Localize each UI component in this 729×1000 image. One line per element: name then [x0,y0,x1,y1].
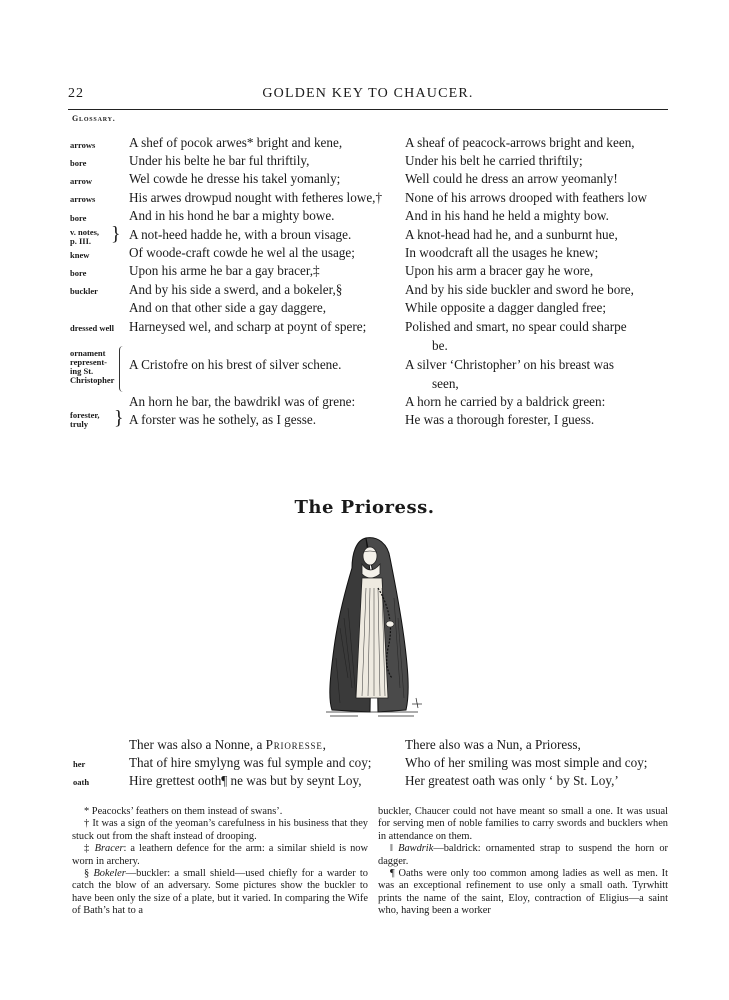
gloss-forester: forester, [70,410,100,420]
original-line: Wel cowde he dresse his takel yomanly; [129,171,341,186]
prioress-illustration [318,528,430,720]
modern-line: Well could he dress an arrow yeomanly! [405,171,618,186]
gloss-oath: oath [73,777,90,787]
gloss-arrow: arrow [70,176,93,186]
footnote-text: —baldrick: ornamented strap to suspend the horn or dagger. [378,843,668,867]
page-number: 22 [68,86,84,101]
section-title: The Prioress. [294,497,435,518]
prioress-original-text: Ther was also a Nonne, a [129,737,266,752]
modern-line: While opposite a dagger dangled free; [405,300,607,315]
gloss-bore: bore [70,158,87,168]
footnote [378,843,668,868]
original-line: A Cristofre on his brest of silver schene. [129,357,342,372]
gloss-truly: truly [70,419,88,429]
original-line: A not-heed hadde he, with a broun visage. [129,227,352,242]
gloss-her: her [73,759,86,769]
gloss-ornament: ornament [70,348,106,358]
footnote-text: —buckler: a small shield—used chiefly for a warder to catch the blow of an adversary. Some pictures show the buckler to have been only the size of a plate, but it varied. In comparing the Wife of Bath’s hat to a [72,868,368,917]
modern-line: Under his belt he carried thriftily; [405,153,583,168]
footnote: † It was a sign of the yeoman’s carefulness in his business that they stuck out from the shaft instead of drooping. [72,818,368,842]
original-line: A shef of pocok arwes* bright and kene, [129,135,343,150]
glossary-heading: Glossary. [72,114,116,123]
modern-line: A sheaf of peacock-arrows bright and keen, [405,135,635,150]
modern-line: And in his hand he held a mighty bow. [405,208,609,223]
original-line: A forster was he sothely, as I gesse. [129,412,317,427]
footnote [72,868,368,918]
prioress-original-line [129,737,327,753]
footnote: ¶ Oaths were only too common among ladies as well as men. It was an exceptional refinement to use only a small oath. Tyrwhitt prints the name of the saint, Eloy, contraction of Eligius—a saint who, having been a worker [378,868,668,917]
prioress-original-line: Hire grettest ooth¶ ne was but by seynt Loy, [129,773,362,788]
gloss-dressed-well: dressed well [70,323,114,333]
footnote-mark: ‖ [390,843,399,855]
gloss-arrows: arrows [70,140,96,150]
gloss-brace-2: } [114,407,124,429]
gloss-page-ref: p. III. [70,236,92,246]
gloss-christopher: Christopher [70,375,115,385]
footnote-term: Bracer [94,843,124,855]
prioress-modern-line: Who of her smiling was most simple and coy; [405,755,648,770]
footnotes-right [378,806,668,918]
original-line: Of woode-craft cowde he wel al the usage; [129,245,355,260]
prioress-modern-line: Her greatest oath was only ‘ by St. Loy,’ [405,773,619,788]
modern-line: In woodcraft all the usages he knew; [405,245,599,260]
gloss-representing: represent- [70,357,107,367]
running-title: GOLDEN KEY TO CHAUCER. [262,86,474,101]
gloss-knew: knew [70,250,90,260]
footnotes-left [72,806,368,918]
modern-line-cont: seen, [432,376,459,391]
prioress-original-line: That of hire smylyng was ful symple and coy; [129,755,372,770]
original-line: And on that other side a gay daggere, [129,300,327,315]
modern-line: And by his side buckler and sword he bore, [405,282,634,297]
original-line: And by his side a swerd, and a bokeler,§ [129,282,343,297]
modern-line: A horn he carried by a baldrick green: [405,394,606,409]
original-line: And in his hond he bar a mighty bowe. [129,208,335,223]
original-line: His arwes drowpud nought with fetheres lowe,† [129,190,383,205]
header-rule [68,109,668,110]
footnote-mark: ‡ [84,843,95,855]
gloss-arrows-2: arrows [70,194,96,204]
gloss-notes-ref: v. notes, [70,227,100,237]
footnote-mark: § [84,868,94,880]
gloss-brace-tall [119,346,126,392]
original-line: An horn he bar, the bawdrik‖ was of grene: [129,394,356,409]
modern-line: Upon his arm a bracer gay he wore, [405,263,594,278]
gloss-buckler: buckler [70,286,98,296]
prioress-smallcaps: Prioresse, [265,737,327,752]
footnote-text: : a leathern defence for the arm: a similar shield is now worn in archery. [72,843,368,867]
modern-line: Polished and smart, no spear could sharpe [405,319,627,334]
original-line: Harneysed wel, and scharp at poynt of spere; [129,319,367,334]
page-header [68,86,668,108]
footnote-term: Bokeler [93,868,126,880]
footnote-term: Bawdrik [398,843,434,855]
modern-line: A knot-head had he, and a sunburnt hue, [405,227,618,242]
footnote-continued: buckler, Chaucer could not have meant so small a one. It was usual for serving men of noble families to carry swords and bucklers when in attendance on them. [378,806,668,842]
modern-line-cont: be. [432,338,448,353]
footnote: * Peacocks’ feathers on them instead of swans’. [84,806,283,817]
modern-line: None of his arrows drooped with feathers low [405,190,648,205]
gloss-bore-3: bore [70,268,87,278]
modern-line: A silver ‘Christopher’ on his breast was [405,357,615,372]
original-line: Under his belte he bar ful thriftily, [129,153,310,168]
gloss-brace: } [111,223,121,245]
modern-line: He was a thorough forester, I guess. [405,412,595,427]
gloss-ing-st: ing St. [70,366,94,376]
prioress-modern-line: There also was a Nun, a Prioress, [405,737,581,752]
footnote [72,843,368,868]
original-line: Upon his arme he bar a gay bracer,‡ [129,263,320,278]
gloss-bore-2: bore [70,213,87,223]
